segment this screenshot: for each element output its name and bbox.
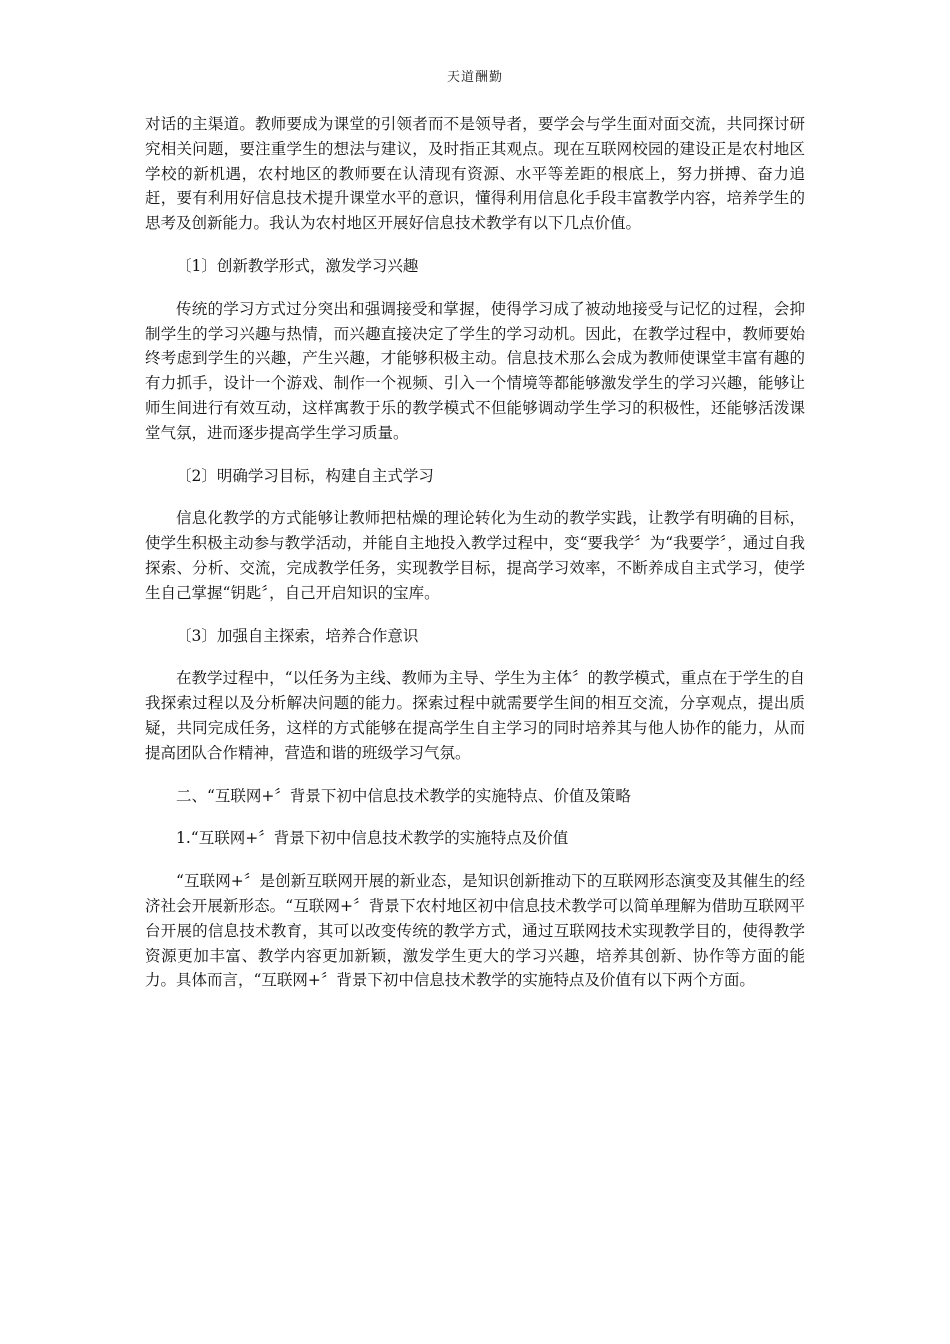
- paragraph: 在教学过程中，“以任务为主线、教师为主导、学生为主体〞的教学模式，重点在于学生的自我探索过程以及分析解决问题的能力。探索过程中就需要学生间的相互交流，分享观点，提出质疑，共同完成任务，这样的方式能够在提高学生自主学习的同时培养其与他人协作的能力，从而提高团队合作精神，营造和谐的班级学习气氛。: [145, 669, 805, 762]
- chapter-heading: 二、“互联网+〞背景下初中信息技术教学的实施特点、价值及策略: [176, 786, 631, 805]
- subsection-heading: 1.“互联网+〞背景下初中信息技术教学的实施特点及价值: [176, 829, 569, 848]
- paragraph: 信息化教学的方式能够让教师把枯燥的理论转化为生动的教学实践，让教学有明确的目标，使学生积极主动参与教学活动，并能自主地投入教学过程中，变“要我学〞为“我要学〞，通过自我探索、分析、交流，完成教学任务，实现教学目标，提高学习效率，不断养成自主式学习，使学生自己掌握“钥匙〞，自己开启知识的宝库。: [145, 509, 805, 602]
- paragraph: 传统的学习方式过分突出和强调接受和掌握，使得学习成了被动地接受与记忆的过程，会抑制学生的学习兴趣与热情，而兴趣直接决定了学生的学习动机。因此，在教学过程中，教师要始终考虑到学生的兴趣，产生兴趣，才能够积极主动。信息技术那么会成为教师使课堂丰富有趣的有力抓手，设计一个游戏、制作一个视频、引入一个情境等都能够激发学生的学习兴趣，能够让师生间进行有效互动，这样寓教于乐的教学模式不但能够调动学生学习的积极性，还能够活泼课堂气氛，进而逐步提高学生学习质量。: [145, 299, 805, 442]
- document-body: [145, 112, 805, 1011]
- section-heading: 〔1〕创新教学形式，激发学习兴趣: [176, 256, 419, 275]
- section-heading: 〔3〕加强自主探索，培养合作意识: [176, 626, 419, 645]
- paragraph: “互联网+〞是创新互联网开展的新业态，是知识创新推动下的互联网形态演变及其催生的经济社会开展新形态。“互联网+〞背景下农村地区初中信息技术教学可以简单理解为借助互联网平台开展的信息技术教育，其可以改变传统的教学方式，通过互联网技术实现教学目的，使得教学资源更加丰富、教学内容更加新颖，激发学生更大的学习兴趣，培养其创新、协作等方面的能力。具体而言，“互联网+〞背景下初中信息技术教学的实施特点及价值有以下两个方面。: [145, 872, 805, 990]
- paragraph: 对话的主渠道。教师要成为课堂的引领者而不是领导者，要学会与学生面对面交流，共同探讨研究相关问题，要注重学生的想法与建议，及时指正其观点。现在互联网校园的建设正是农村地区学校的新机遇，农村地区的教师要在认清现有资源、水平等差距的根底上，努力拼搏、奋力追赶，要有利用好信息技术提升课堂水平的意识，懂得利用信息化手段丰富教学内容，培养学生的思考及创新能力。我认为农村地区开展好信息技术教学有以下几点价值。: [145, 115, 805, 233]
- page-header: 天道酬勤: [446, 70, 503, 85]
- section-heading: 〔2〕明确学习目标，构建自主式学习: [176, 466, 434, 485]
